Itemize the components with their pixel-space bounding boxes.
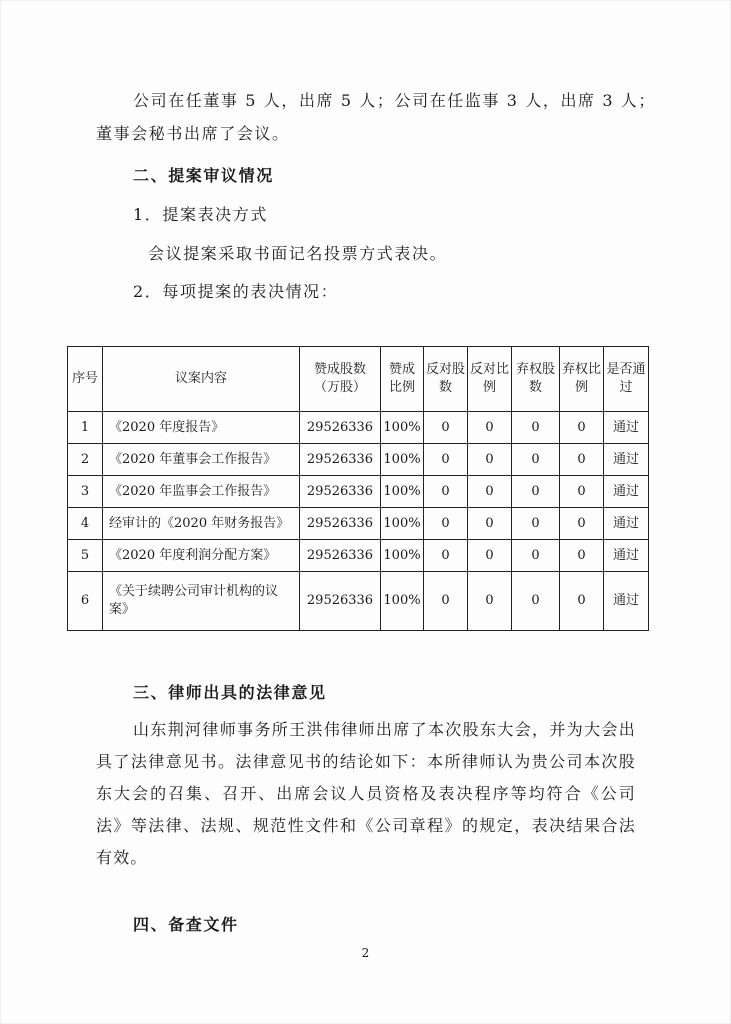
cell-against-ratio: 0 — [468, 476, 512, 508]
section2-heading: 二、提案审议情况 — [133, 166, 274, 185]
cell-for-ratio: 100% — [381, 476, 424, 508]
section3-heading: 三、律师出具的法律意见 — [133, 683, 327, 702]
cell-content: 经审计的《2020 年财务报告》 — [103, 508, 300, 540]
cell-index: 3 — [68, 476, 103, 508]
section2-sub1: 1．提案表决方式 — [133, 205, 268, 224]
cell-against-shares: 0 — [424, 444, 468, 476]
cell-index: 2 — [68, 444, 103, 476]
section3-body: 山东荆河律师事务所王洪伟律师出席了本次股东大会，并为大会出具了法律意见书。法律意见书的结论如下：本所律师认为贵公司本次股东大会的召集、召开、出席会议人员资格及表决程序等均符合《公司法》等法律、法规、规范性文件和《公司章程》的规定，表决结果合法有效。 — [96, 720, 636, 867]
cell-content: 《2020 年度利润分配方案》 — [103, 540, 300, 572]
table-row — [68, 412, 649, 444]
header-abstain-ratio: 弃权比例 — [560, 347, 604, 412]
cell-for-ratio: 100% — [381, 412, 424, 444]
cell-against-shares: 0 — [424, 572, 468, 631]
cell-against-ratio: 0 — [468, 508, 512, 540]
cell-for-ratio: 100% — [381, 540, 424, 572]
table-row — [68, 508, 649, 540]
header-for-ratio: 赞成比例 — [381, 347, 424, 412]
cell-abstain-ratio: 0 — [560, 540, 604, 572]
table-header-row — [68, 347, 649, 412]
table-row — [68, 572, 649, 631]
cell-content: 《2020 年监事会工作报告》 — [103, 476, 300, 508]
cell-abstain-shares: 0 — [512, 540, 560, 572]
table-row — [68, 476, 649, 508]
cell-against-shares: 0 — [424, 476, 468, 508]
page-number: 2 — [361, 946, 370, 960]
cell-against-ratio: 0 — [468, 572, 512, 631]
cell-for-shares: 29526336 — [300, 572, 381, 631]
cell-against-ratio: 0 — [468, 540, 512, 572]
cell-for-shares: 29526336 — [300, 508, 381, 540]
cell-passed: 通过 — [604, 540, 649, 572]
cell-passed: 通过 — [604, 508, 649, 540]
section2-sub2: 2．每项提案的表决情况： — [133, 282, 339, 301]
table-row — [68, 540, 649, 572]
cell-passed: 通过 — [604, 572, 649, 631]
cell-abstain-ratio: 0 — [560, 412, 604, 444]
cell-against-shares: 0 — [424, 412, 468, 444]
cell-abstain-shares: 0 — [512, 476, 560, 508]
header-passed: 是否通过 — [604, 347, 649, 412]
header-index: 序号 — [68, 347, 103, 412]
cell-abstain-shares: 0 — [512, 412, 560, 444]
cell-passed: 通过 — [604, 476, 649, 508]
header-against-shares: 反对股数 — [424, 347, 468, 412]
intro-line-1: 公司在任董事 5 人，出席 5 人；公司在任监事 3 人，出席 3 人； — [133, 91, 657, 110]
header-content: 议案内容 — [103, 347, 300, 412]
cell-for-ratio: 100% — [381, 508, 424, 540]
cell-for-shares: 29526336 — [300, 476, 381, 508]
cell-abstain-ratio: 0 — [560, 572, 604, 631]
cell-for-ratio: 100% — [381, 572, 424, 631]
cell-against-ratio: 0 — [468, 412, 512, 444]
cell-index: 1 — [68, 412, 103, 444]
intro-line-2: 董事会秘书出席了会议。 — [96, 124, 290, 143]
cell-content: 《2020 年度报告》 — [103, 412, 300, 444]
cell-index: 6 — [68, 572, 103, 631]
cell-abstain-ratio: 0 — [560, 508, 604, 540]
cell-abstain-shares: 0 — [512, 508, 560, 540]
cell-against-shares: 0 — [424, 508, 468, 540]
cell-abstain-ratio: 0 — [560, 476, 604, 508]
cell-passed: 通过 — [604, 412, 649, 444]
cell-for-shares: 29526336 — [300, 540, 381, 572]
vote-results-table — [67, 346, 649, 631]
cell-against-ratio: 0 — [468, 444, 512, 476]
cell-passed: 通过 — [604, 444, 649, 476]
header-against-ratio: 反对比例 — [468, 347, 512, 412]
cell-abstain-ratio: 0 — [560, 444, 604, 476]
header-for-shares: 赞成股数（万股） — [300, 347, 381, 412]
section2-sub1-text: 会议提案采取书面记名投票方式表决。 — [148, 244, 448, 263]
cell-for-ratio: 100% — [381, 444, 424, 476]
cell-index: 5 — [68, 540, 103, 572]
table-row — [68, 444, 649, 476]
cell-for-shares: 29526336 — [300, 412, 381, 444]
cell-abstain-shares: 0 — [512, 444, 560, 476]
cell-content: 《2020 年董事会工作报告》 — [103, 444, 300, 476]
section4-heading: 四、备查文件 — [133, 915, 239, 934]
cell-index: 4 — [68, 508, 103, 540]
cell-against-shares: 0 — [424, 540, 468, 572]
cell-abstain-shares: 0 — [512, 572, 560, 631]
header-abstain-shares: 弃权股数 — [512, 347, 560, 412]
cell-for-shares: 29526336 — [300, 444, 381, 476]
cell-content: 《关于续聘公司审计机构的议案》 — [103, 572, 300, 631]
